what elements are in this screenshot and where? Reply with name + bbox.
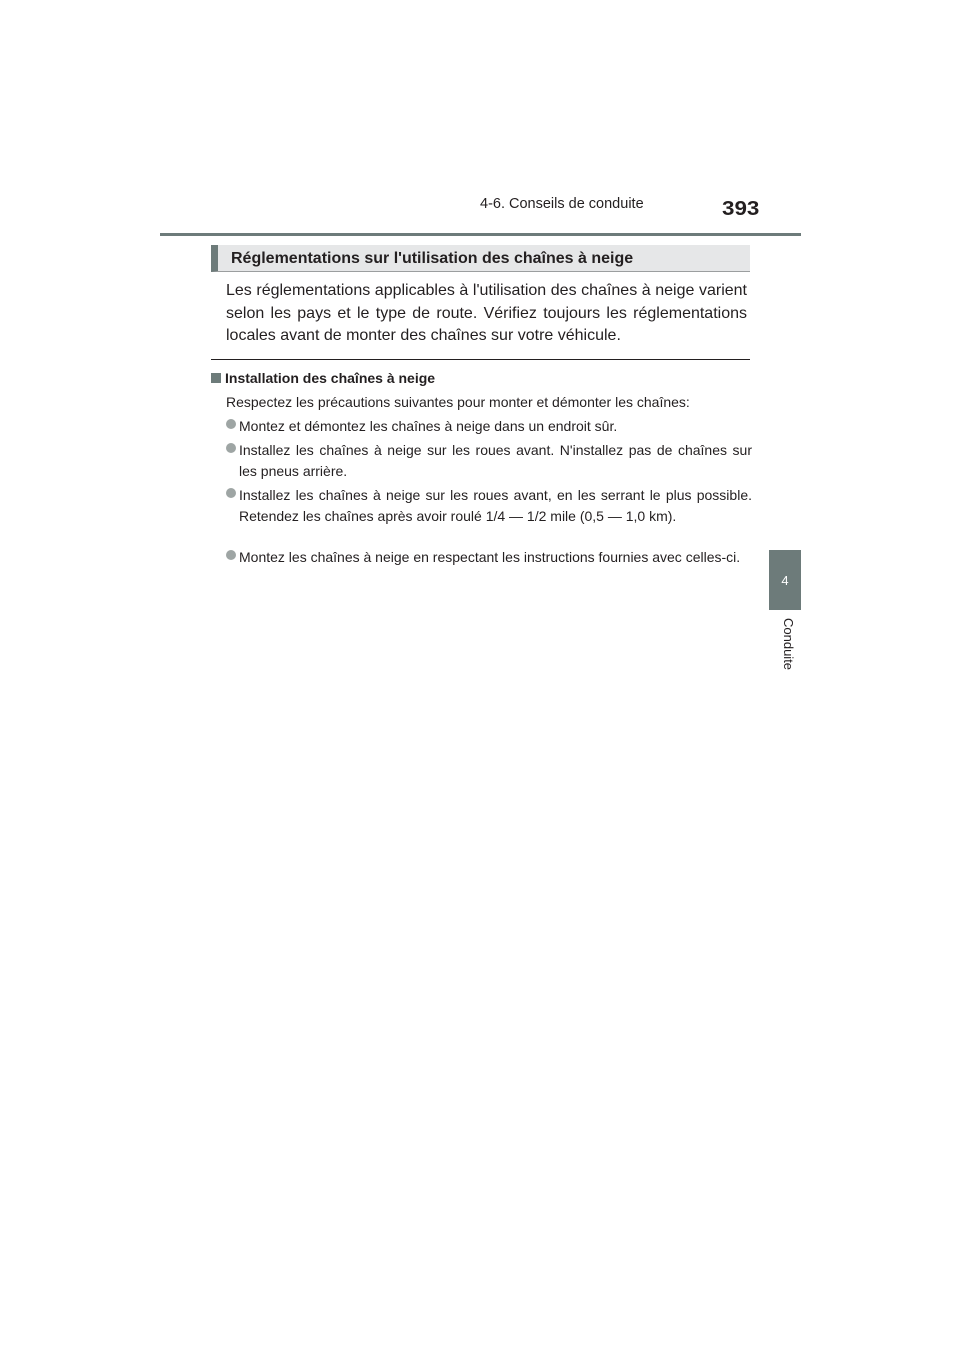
header-divider bbox=[160, 233, 801, 236]
list-item bbox=[226, 440, 752, 481]
page-number: 393 bbox=[722, 198, 760, 220]
list-item-text: Montez les chaînes à neige en respectant les instructions fournies avec celles-ci. bbox=[239, 549, 741, 565]
list-item-text: Installez les chaînes à neige sur les roues avant, en les serrant le plus possible. Retendez les chaînes après avoir roulé 1/4 — 1/2 mile (0,5 — 1,0 km). bbox=[239, 487, 752, 524]
circle-bullet-icon bbox=[226, 419, 236, 429]
list-item bbox=[226, 416, 752, 437]
header-section-title: 4-6. Conseils de conduite bbox=[480, 196, 644, 212]
chapter-name-text: Conduite bbox=[781, 618, 796, 671]
subsection-heading bbox=[211, 370, 435, 386]
list-item bbox=[226, 485, 752, 526]
chapter-number: 4 bbox=[781, 572, 789, 588]
circle-bullet-icon bbox=[226, 443, 236, 453]
chapter-tab bbox=[769, 550, 801, 610]
list-item-text: Installez les chaînes à neige sur les roues avant. N'installez pas de chaînes sur les pneus arrière. bbox=[239, 442, 752, 479]
section-intro: Les réglementations applicables à l'utilisation des chaînes à neige varient selon les pays et le type de route. Vérifiez toujours les réglementations locales avant de monter des chaînes sur votre véhicule. bbox=[226, 282, 747, 344]
square-bullet-icon bbox=[211, 373, 221, 383]
list-item bbox=[226, 547, 752, 568]
chapter-name bbox=[766, 618, 796, 698]
section-divider bbox=[211, 359, 750, 360]
list-item-text: Montez et démontez les chaînes à neige dans un endroit sûr. bbox=[239, 418, 618, 434]
circle-bullet-icon bbox=[226, 550, 236, 560]
subsection-heading-text: Installation des chaînes à neige bbox=[225, 370, 436, 386]
section-title: Réglementations sur l'utilisation des chaînes à neige bbox=[231, 250, 634, 267]
circle-bullet-icon bbox=[226, 488, 236, 498]
section-title-bar bbox=[211, 245, 750, 272]
subsection-lead: Respectez les précautions suivantes pour monter et démonter les chaînes: bbox=[226, 394, 690, 410]
